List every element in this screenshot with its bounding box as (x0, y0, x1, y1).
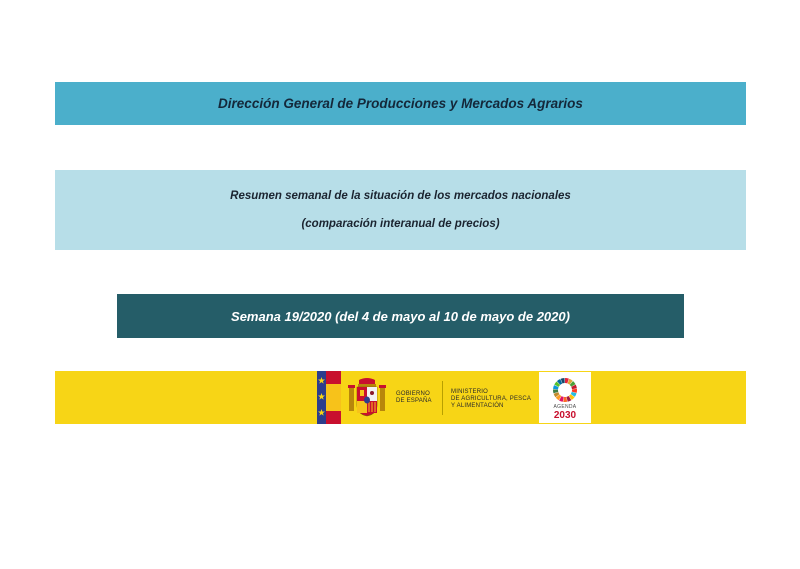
star-icon (318, 409, 325, 416)
sdg-wheel-icon (552, 377, 578, 403)
agenda-label: AGENDA (553, 404, 577, 410)
spain-coat-of-arms-icon (347, 377, 387, 419)
agenda-year: 2030 (553, 410, 577, 421)
summary-subtitle: (comparación interanual de precios) (301, 218, 500, 230)
page-title: Dirección General de Producciones y Mercados Agrarios (218, 96, 583, 111)
week-label: Semana 19/2020 (del 4 de mayo al 10 de mayo de 2020) (231, 308, 570, 324)
eu-flag-icon (317, 371, 341, 424)
summary-title: Resumen semanal de la situación de los mercados nacionales (230, 190, 571, 202)
star-icon (318, 377, 325, 384)
week-banner (117, 294, 684, 338)
government-label: GOBIERNO DE ESPAÑA (396, 391, 432, 404)
title-banner (55, 82, 746, 125)
sdg-wheel-segment (563, 397, 567, 402)
ministry-label: MINISTERIO DE AGRICULTURA, PESCA Y ALIMENTACIÓN (451, 389, 532, 409)
institutional-logo-strip (55, 371, 746, 424)
star-icon (318, 393, 325, 400)
summary-banner (55, 170, 746, 250)
logo-divider (442, 381, 443, 415)
agenda-2030-logo (539, 372, 591, 423)
